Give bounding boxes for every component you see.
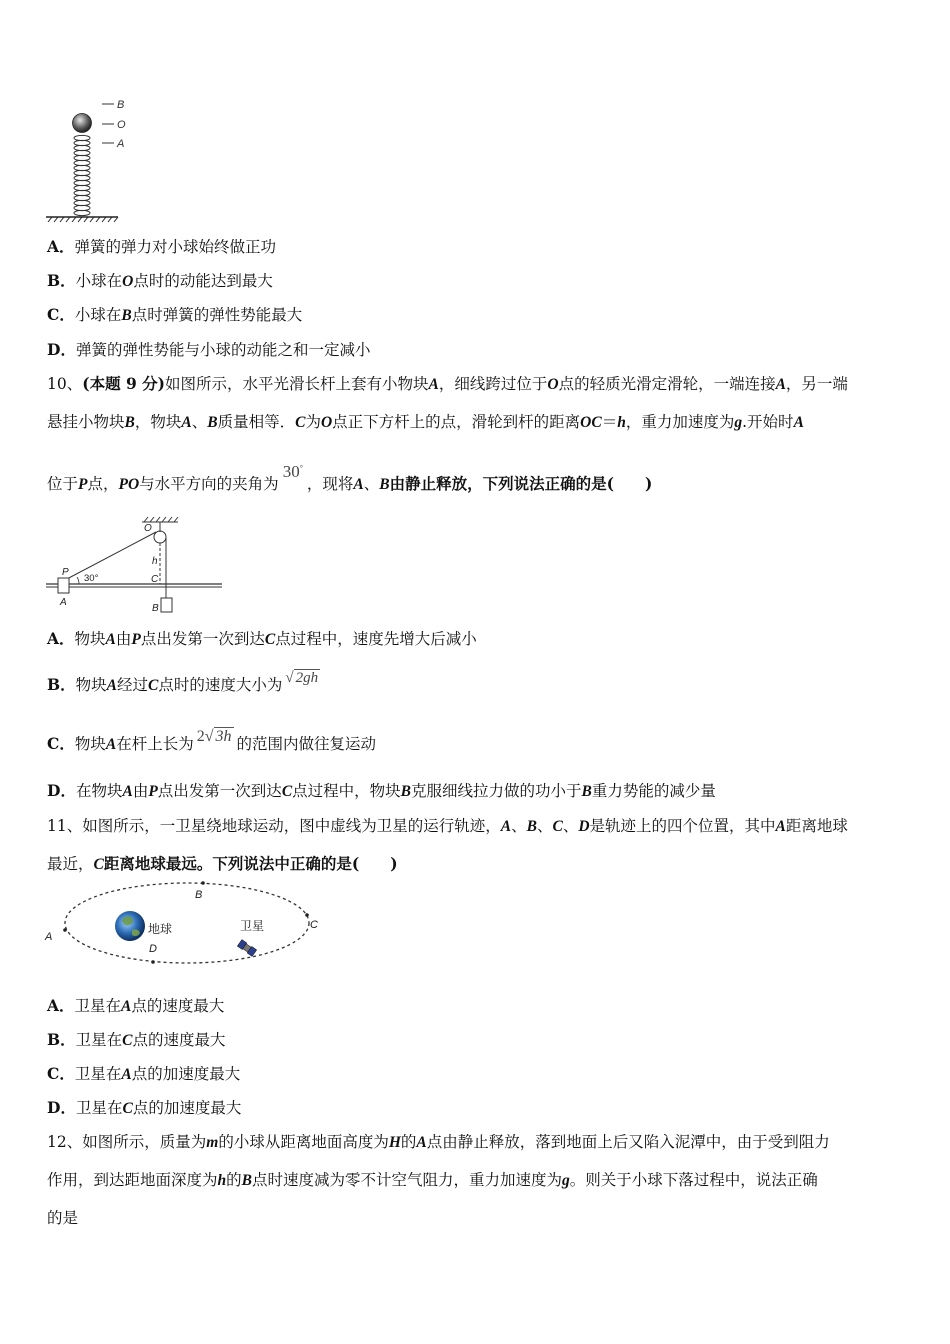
point-d: [151, 960, 155, 964]
ball: [73, 114, 92, 133]
var: B: [400, 783, 412, 800]
point-b: [201, 881, 205, 885]
text: ＝: [601, 413, 618, 431]
q9-option-b: [47, 269, 273, 291]
angle-formula: [283, 462, 303, 481]
q11-option-d: [47, 1096, 241, 1118]
text: 点出发第一次到达: [140, 630, 265, 648]
var: A: [121, 1066, 132, 1083]
label-b: B: [195, 889, 203, 901]
block-b: [161, 598, 172, 612]
label-d: D: [149, 943, 157, 955]
label-b: B: [117, 99, 125, 111]
angle-value: 30: [282, 462, 300, 481]
var: B: [241, 1172, 252, 1189]
q12-stem-line3: [47, 1206, 78, 1228]
text: 在物块: [75, 782, 123, 800]
q10-option-a: [47, 627, 477, 649]
var: A: [775, 818, 786, 835]
label-c: C: [310, 919, 318, 931]
text: 。则关于小球下落过程中，说法正确: [569, 1171, 818, 1189]
var: g: [734, 414, 743, 431]
text: 、: [191, 413, 208, 431]
text: 是轨迹上的四个位置，其中: [589, 817, 776, 835]
ceiling-hatch: [142, 517, 178, 522]
text: 点由静止释放，落到地面上后又陷入泥潭中，由于受到阻力: [426, 1133, 830, 1151]
q10-option-c: [47, 728, 377, 754]
block-a: [58, 578, 69, 593]
var: h: [217, 1172, 227, 1189]
option-letter: A．: [47, 237, 75, 256]
text: 、: [363, 475, 380, 493]
text: 在杆上长为: [116, 735, 194, 753]
label-h: h: [152, 556, 158, 567]
text: 距离地球: [785, 817, 848, 835]
string-po: [65, 532, 156, 580]
option-text: 弹簧的弹力对小球始终做正功: [74, 238, 277, 256]
text: 卫星在: [74, 1065, 122, 1083]
label-o: O: [117, 119, 126, 131]
var: B: [526, 818, 537, 835]
var: C: [122, 1100, 133, 1117]
label-angle: 30°: [84, 573, 99, 584]
orbit-path: [65, 883, 309, 963]
text: 点出发第一次到达: [157, 782, 282, 800]
option-letter: C．: [47, 1064, 75, 1083]
var: A: [793, 414, 804, 431]
q9-option-c: [47, 303, 302, 325]
var: C: [93, 856, 104, 873]
option-letter: D．: [47, 781, 76, 800]
var: A: [105, 736, 117, 753]
q10-stem-line3: [47, 462, 653, 494]
text: 、: [536, 817, 553, 835]
var: D: [578, 818, 590, 835]
var: B: [581, 783, 592, 800]
earth-icon: [115, 911, 145, 941]
text: 悬挂小物块: [47, 413, 125, 431]
text: 点的轻质光滑定滑轮，一端连接: [558, 375, 776, 393]
label-p: P: [62, 567, 69, 578]
text: 重力势能的减少量: [591, 782, 716, 800]
var: C: [281, 783, 293, 800]
text: .开始时: [742, 413, 794, 431]
radicand: 3h: [215, 728, 232, 745]
q10-option-d: [47, 779, 716, 801]
var: B: [379, 476, 390, 493]
q9-option-d: [47, 338, 370, 360]
option-letter: A．: [47, 629, 75, 648]
var: H: [388, 1134, 401, 1151]
text: 由: [115, 630, 132, 648]
var: O: [320, 414, 333, 431]
question-number: 10、: [47, 375, 83, 393]
var: C: [122, 1032, 133, 1049]
option-text: 点时的动能达到最大: [133, 272, 273, 290]
q11-option-a: [47, 994, 224, 1016]
coefficient: 2: [196, 728, 205, 745]
text: 卫星在: [75, 1031, 123, 1049]
option-text: 点时弹簧的弹性势能最大: [131, 306, 303, 324]
option-letter: B．: [47, 675, 76, 694]
text: ，现将: [306, 475, 354, 493]
var: A: [106, 677, 117, 694]
text: 由静止释放，下列说法正确的是( ): [389, 474, 653, 493]
var: A: [122, 783, 133, 800]
text: 的: [226, 1171, 242, 1189]
text: 点过程中，速度先增大后减小: [275, 630, 477, 648]
text: 、: [562, 817, 579, 835]
text: ，物块: [134, 413, 182, 431]
var: OC: [580, 414, 602, 431]
label-earth: 地球: [148, 922, 173, 936]
label-a: A: [117, 138, 125, 150]
var: m: [206, 1134, 219, 1151]
option-letter: D．: [47, 340, 76, 359]
var: A: [181, 414, 192, 431]
var: B: [124, 414, 135, 431]
option-text: 弹簧的弹性势能与小球的动能之和一定减小: [75, 341, 371, 359]
text: 点的速度最大: [131, 997, 225, 1015]
var: A: [105, 631, 116, 648]
var: A: [500, 818, 512, 835]
var: A: [428, 376, 439, 393]
option-letter: A．: [47, 996, 75, 1015]
var: C: [147, 677, 159, 694]
var: P: [148, 783, 158, 800]
option-letter: D．: [47, 1098, 76, 1117]
text: 最近，: [47, 855, 94, 873]
text: 点的加速度最大: [131, 1065, 241, 1083]
text: 的: [400, 1133, 417, 1151]
spring-coil: [74, 135, 90, 215]
text: ，细线跨过位于: [438, 375, 548, 393]
radicand: 2gh: [295, 670, 319, 686]
q9-option-a: [47, 235, 276, 257]
text: 物块: [74, 630, 106, 648]
option-letter: B．: [47, 1030, 76, 1049]
var: P: [131, 631, 141, 648]
var: A: [416, 1134, 427, 1151]
spring-ball-figure: [44, 96, 134, 226]
var: B: [121, 307, 132, 324]
label-a: A: [45, 931, 53, 943]
text: 物块: [75, 676, 107, 694]
text: 如图所示，一卫星绕地球运动，图中虚线为卫星的运行轨迹，: [82, 817, 501, 835]
text: 卫星在: [74, 997, 122, 1015]
text: 点过程中，物块: [292, 782, 401, 800]
option-letter: C．: [47, 734, 75, 753]
text: 的范围内做往复运动: [236, 735, 377, 753]
satellite-icon: [237, 940, 256, 957]
label-b: B: [152, 603, 159, 614]
pulley: [154, 531, 166, 543]
sqrt-formula: [197, 728, 234, 745]
radical-sign: √: [204, 728, 214, 745]
q11-stem-line1: [47, 814, 848, 836]
option-letter: C．: [47, 305, 75, 324]
q12-stem-line1: [47, 1130, 830, 1152]
q10-stem-line2: [47, 410, 804, 432]
radical-sign: √: [285, 670, 294, 686]
var: A: [353, 476, 364, 493]
q11-option-b: [47, 1028, 225, 1050]
text: 、: [511, 817, 527, 835]
point-a: [63, 928, 67, 932]
text: 点时速度减为零不计空气阻力，重力加速度为: [252, 1171, 563, 1189]
text: 点的加速度最大: [132, 1099, 242, 1117]
text: ，重力加速度为: [625, 413, 735, 431]
sqrt-formula: [285, 670, 320, 686]
degree-sign: °: [299, 463, 303, 473]
text: 与水平方向的夹角为: [139, 475, 279, 493]
var: P: [78, 476, 88, 493]
text: 的是: [47, 1209, 79, 1227]
text: 卫星在: [75, 1099, 123, 1117]
point-c: [305, 913, 309, 917]
text: 位于: [47, 475, 79, 493]
text: 质量相等．: [217, 413, 296, 431]
text: ，另一端: [785, 375, 848, 393]
option-text: 小球在: [74, 306, 122, 324]
label-c: C: [151, 574, 159, 585]
var: A: [775, 376, 786, 393]
q10-stem-line1: [47, 372, 848, 394]
question-number: 12、: [47, 1133, 83, 1151]
text: 为: [305, 413, 321, 431]
text: 由: [132, 782, 149, 800]
text: 点时的速度大小为: [158, 676, 283, 694]
var: O: [547, 376, 559, 393]
option-letter: B．: [47, 271, 76, 290]
question-tag: (本题 9 分): [82, 374, 165, 393]
text: 点，: [87, 475, 119, 493]
var: C: [295, 414, 306, 431]
text: 距离地球最远。下列说法中正确的是( ): [103, 854, 398, 873]
label-o: O: [144, 523, 152, 534]
q10-option-b: [47, 670, 320, 695]
q11-option-c: [47, 1062, 240, 1084]
var: g: [562, 1172, 570, 1189]
question-number: 11、: [47, 817, 83, 835]
text: 如图所示，水平光滑长杆上套有小物块: [164, 375, 429, 393]
var: h: [617, 414, 626, 431]
pulley-figure: [44, 516, 229, 618]
text: 点正下方杆上的点，滑轮到杆的距离: [332, 413, 581, 431]
option-text: 小球在: [75, 272, 123, 290]
q11-stem-line2: [47, 852, 398, 874]
text: 点的速度最大: [132, 1031, 226, 1049]
var: O: [122, 273, 134, 290]
text: 如图所示，质量为: [82, 1133, 207, 1151]
var: C: [264, 631, 276, 648]
var: B: [207, 414, 218, 431]
text: 作用，到达距地面深度为: [47, 1171, 218, 1189]
label-satellite: 卫星: [240, 919, 265, 933]
text: 物块: [74, 735, 106, 753]
text: 经过: [116, 676, 148, 694]
text: 克服细线拉力做的功小于: [411, 782, 582, 800]
orbit-figure: [42, 878, 332, 970]
q12-stem-line2: [47, 1168, 818, 1190]
text: 的小球从距离地面高度为: [218, 1133, 389, 1151]
var: PO: [118, 476, 140, 493]
var: C: [552, 818, 563, 835]
var: A: [121, 998, 132, 1015]
label-a: A: [60, 597, 67, 608]
